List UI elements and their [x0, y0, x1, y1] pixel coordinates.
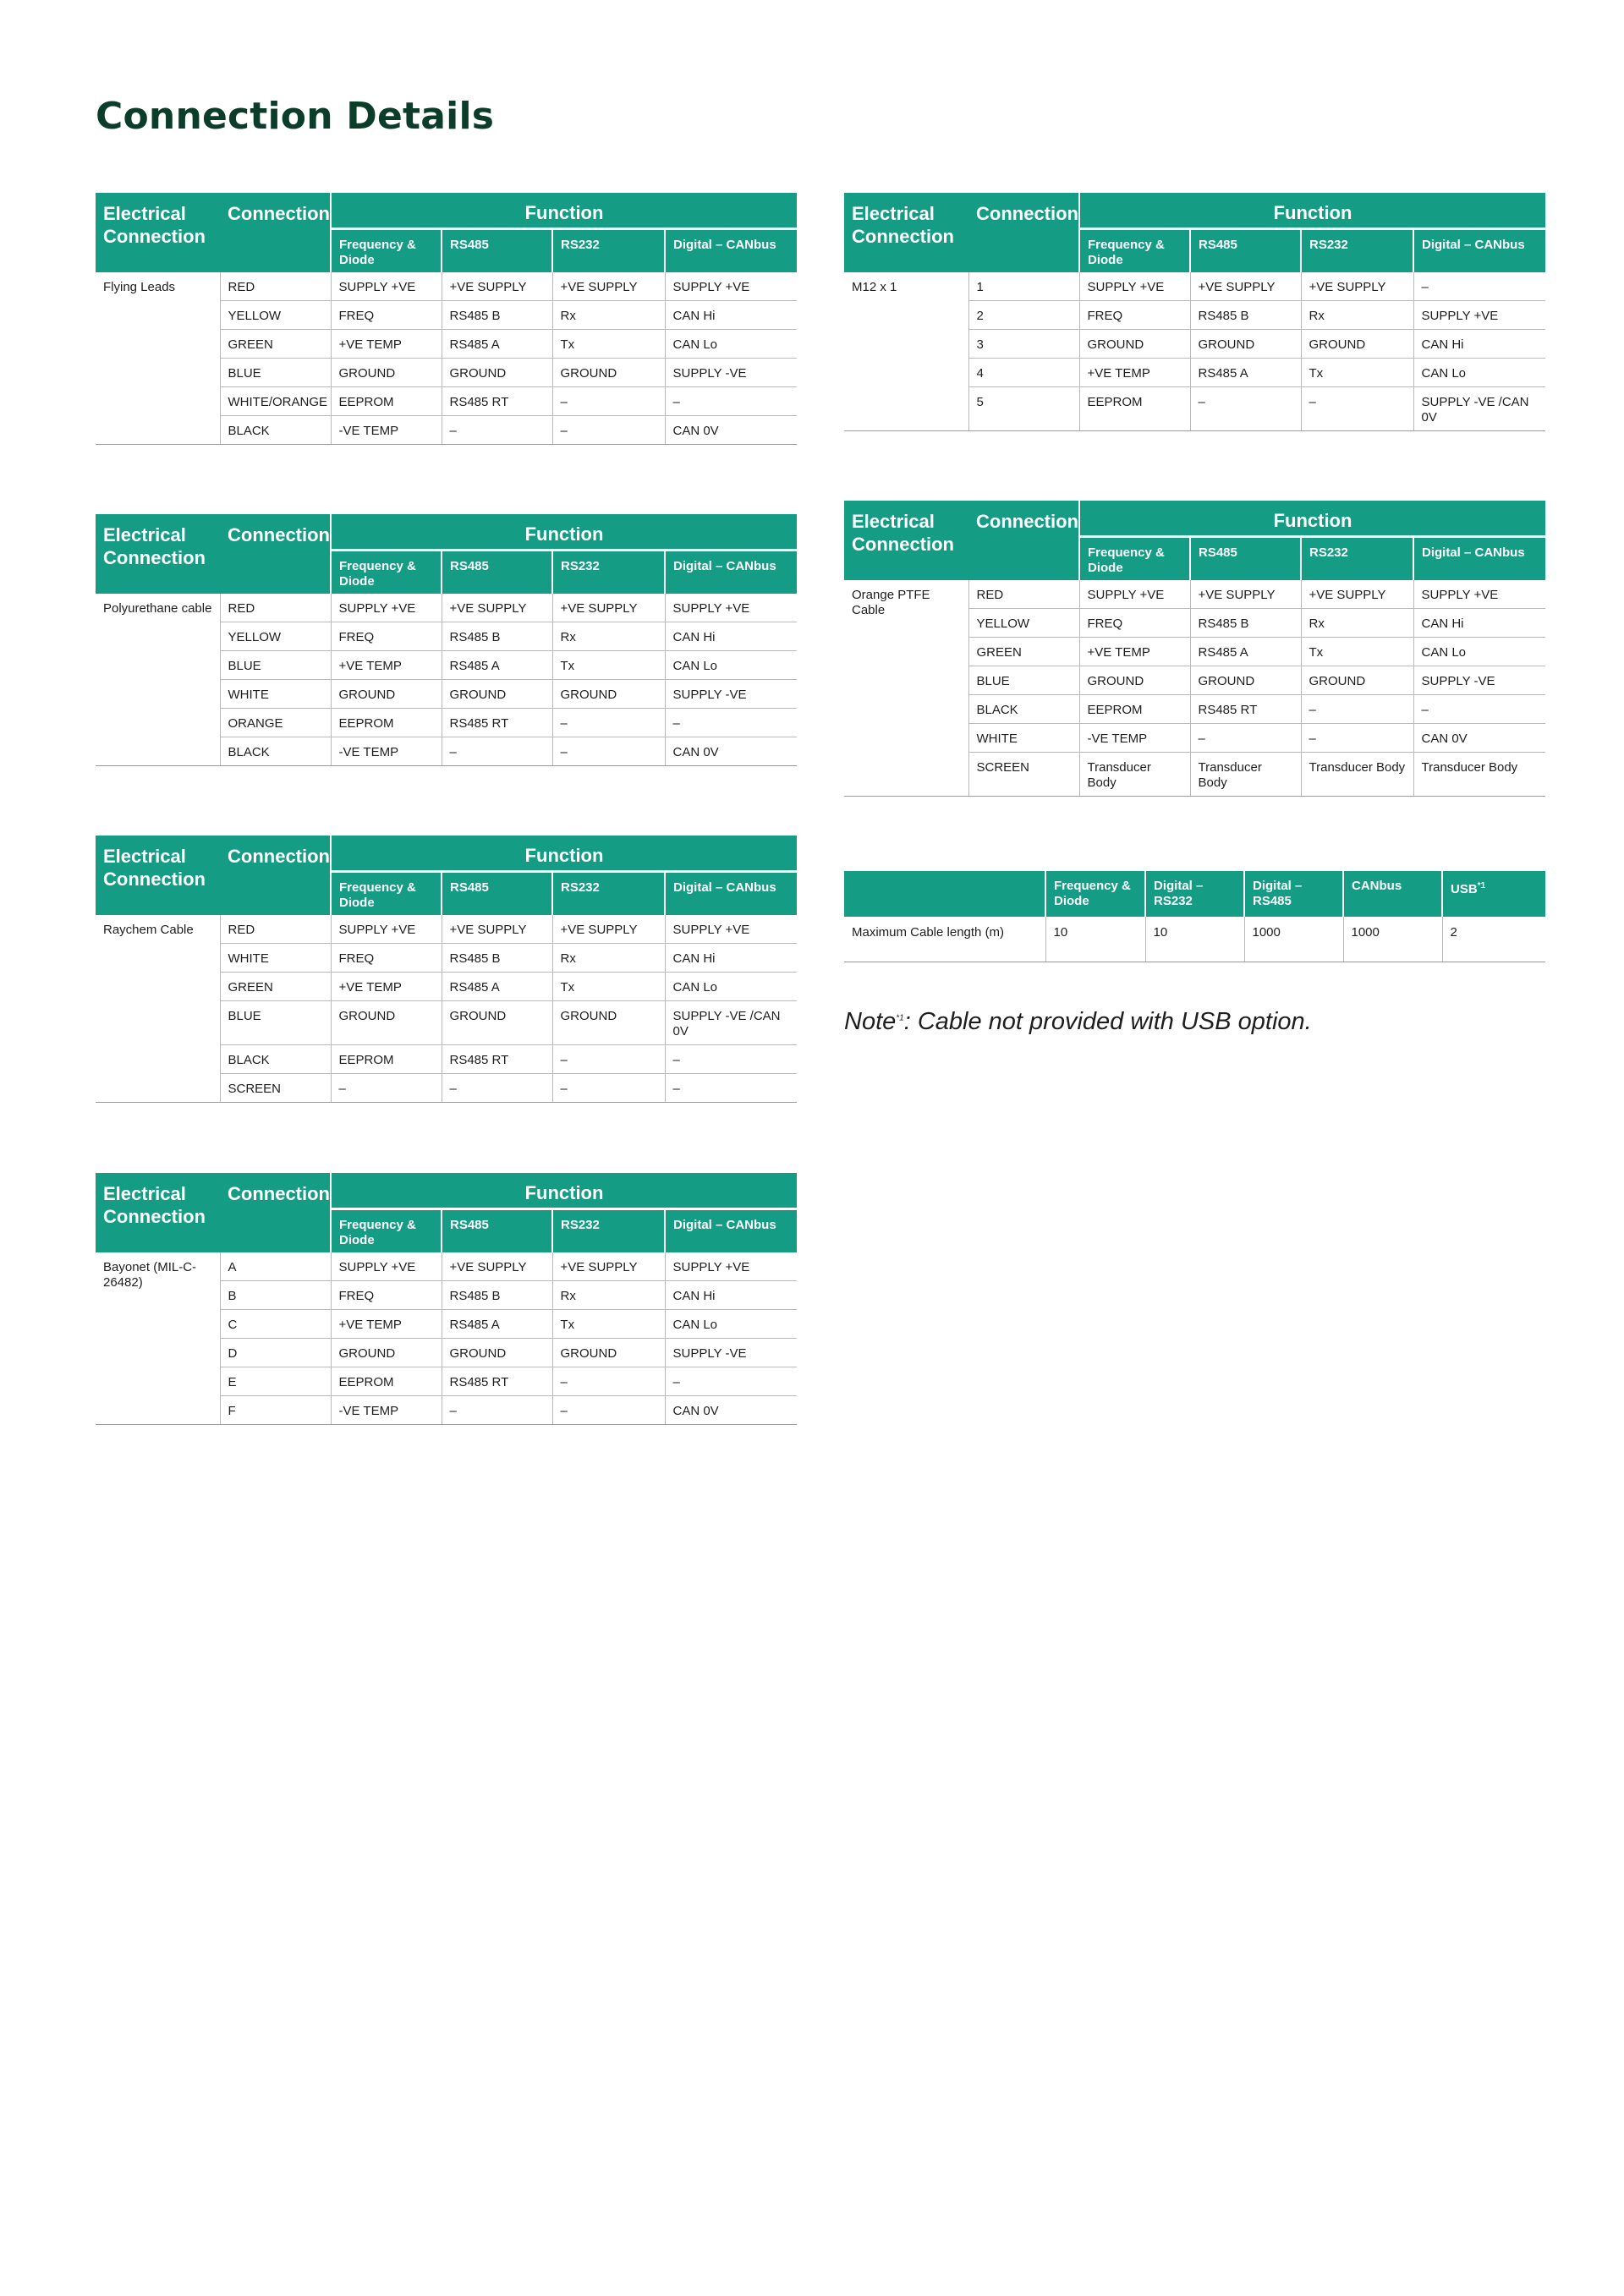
- subheader-rs232: RS232: [1301, 229, 1413, 273]
- function-cell: SUPPLY +VE: [665, 272, 797, 301]
- connection-cell: BLUE: [968, 666, 1079, 695]
- connection-cell: SCREEN: [220, 1074, 331, 1103]
- function-cell: CAN Hi: [665, 944, 797, 973]
- function-cell: RS485 B: [442, 622, 552, 651]
- subheader-rs232: RS232: [1301, 537, 1413, 581]
- function-cell: EEPROM: [331, 1045, 442, 1074]
- function-cell: RS485 B: [442, 301, 552, 330]
- function-cell: +VE SUPPLY: [552, 1252, 665, 1281]
- cable-length-header-cell: CANbus: [1343, 871, 1442, 917]
- cable-length-header-row: [844, 871, 1545, 917]
- function-cell: RS485 B: [1190, 609, 1301, 638]
- subheader-rs232: RS232: [552, 872, 665, 916]
- connection-cell: RED: [220, 272, 331, 301]
- function-cell: Tx: [552, 1310, 665, 1339]
- function-cell: FREQ: [331, 1281, 442, 1310]
- function-cell: RS485 RT: [442, 387, 552, 416]
- header-connection: Connection: [968, 193, 1079, 272]
- function-cell: –: [1413, 695, 1545, 724]
- header-electrical-connection: Electrical Connection: [96, 836, 220, 915]
- function-cell: –: [552, 709, 665, 737]
- function-cell: EEPROM: [331, 709, 442, 737]
- connection-cell: 4: [968, 359, 1079, 387]
- connection-cell: BLACK: [220, 1045, 331, 1074]
- cable-length-table: [844, 871, 1545, 962]
- function-cell: CAN Lo: [665, 330, 797, 359]
- header-function: Function: [331, 1173, 797, 1209]
- table-row: [844, 580, 1545, 609]
- subheader-digital-canbus: Digital – CANbus: [665, 551, 797, 595]
- note-footnote-marker: *1: [896, 1013, 904, 1023]
- connection-cell: ORANGE: [220, 709, 331, 737]
- function-cell: Rx: [552, 622, 665, 651]
- function-cell: –: [552, 1367, 665, 1396]
- function-cell: –: [1190, 724, 1301, 753]
- function-cell: GROUND: [1190, 666, 1301, 695]
- function-cell: RS485 RT: [442, 1367, 552, 1396]
- function-cell: GROUND: [1190, 330, 1301, 359]
- header-electrical-connection: Electrical Connection: [844, 501, 968, 580]
- function-cell: FREQ: [1079, 301, 1190, 330]
- electrical-connection-label: M12 x 1: [844, 272, 968, 431]
- function-cell: SUPPLY -VE /CAN 0V: [665, 1001, 797, 1045]
- function-cell: +VE SUPPLY: [442, 594, 552, 622]
- connection-cell: C: [220, 1310, 331, 1339]
- function-cell: –: [665, 1074, 797, 1103]
- function-cell: +VE TEMP: [331, 651, 442, 680]
- function-cell: SUPPLY +VE: [331, 272, 442, 301]
- function-cell: –: [665, 1367, 797, 1396]
- subheader-freq-diode: Frequency & Diode: [331, 1209, 442, 1253]
- cable-length-value: 10: [1045, 917, 1145, 962]
- table-header-row: [96, 1173, 797, 1209]
- function-cell: EEPROM: [1079, 695, 1190, 724]
- connection-cell: WHITE: [220, 680, 331, 709]
- function-cell: FREQ: [331, 301, 442, 330]
- function-cell: Transducer Body: [1413, 753, 1545, 797]
- connection-cell: 2: [968, 301, 1079, 330]
- connection-cell: BLACK: [220, 737, 331, 766]
- header-function: Function: [1079, 501, 1545, 537]
- function-cell: GROUND: [1079, 666, 1190, 695]
- function-cell: SUPPLY +VE: [331, 1252, 442, 1281]
- subheader-freq-diode: Frequency & Diode: [331, 551, 442, 595]
- function-cell: SUPPLY +VE: [665, 1252, 797, 1281]
- header-electrical-connection: Electrical Connection: [96, 193, 220, 272]
- connection-cell: BLACK: [220, 416, 331, 445]
- function-cell: –: [442, 737, 552, 766]
- function-cell: –: [552, 416, 665, 445]
- function-cell: CAN Lo: [665, 651, 797, 680]
- function-cell: FREQ: [331, 622, 442, 651]
- subheader-freq-diode: Frequency & Diode: [1079, 229, 1190, 273]
- function-cell: CAN Hi: [665, 1281, 797, 1310]
- function-cell: –: [665, 709, 797, 737]
- electrical-connection-label: Raychem Cable: [96, 915, 220, 1103]
- connection-cell: YELLOW: [220, 622, 331, 651]
- connection-table: [844, 501, 1545, 797]
- electrical-connection-label: Flying Leads: [96, 272, 220, 445]
- function-cell: CAN Hi: [1413, 330, 1545, 359]
- connection-cell: BLUE: [220, 651, 331, 680]
- function-cell: Tx: [1301, 359, 1413, 387]
- function-cell: +VE SUPPLY: [1301, 272, 1413, 301]
- table-header-row: [96, 836, 797, 872]
- connection-cell: SCREEN: [968, 753, 1079, 797]
- function-cell: GROUND: [331, 359, 442, 387]
- function-cell: Rx: [1301, 301, 1413, 330]
- function-cell: GROUND: [442, 1001, 552, 1045]
- function-cell: +VE SUPPLY: [552, 272, 665, 301]
- function-cell: GROUND: [552, 1001, 665, 1045]
- function-cell: GROUND: [442, 680, 552, 709]
- function-cell: –: [1190, 387, 1301, 431]
- connection-cell: YELLOW: [968, 609, 1079, 638]
- electrical-connection-label: Orange PTFE Cable: [844, 580, 968, 797]
- function-cell: –: [1413, 272, 1545, 301]
- subheader-digital-canbus: Digital – CANbus: [665, 872, 797, 916]
- subheader-digital-canbus: Digital – CANbus: [665, 1209, 797, 1253]
- function-cell: -VE TEMP: [331, 1396, 442, 1425]
- function-cell: –: [1301, 695, 1413, 724]
- function-cell: SUPPLY +VE: [1413, 580, 1545, 609]
- function-cell: Tx: [552, 330, 665, 359]
- connection-table: [96, 514, 797, 766]
- note-text: : Cable not provided with USB option.: [903, 1008, 1312, 1035]
- function-cell: Transducer Body: [1079, 753, 1190, 797]
- connection-table: [96, 193, 797, 445]
- header-connection: Connection: [220, 1173, 331, 1252]
- cable-length-header-cell: Frequency & Diode: [1045, 871, 1145, 917]
- connection-cell: WHITE: [220, 944, 331, 973]
- function-cell: CAN 0V: [665, 737, 797, 766]
- function-cell: +VE SUPPLY: [1190, 272, 1301, 301]
- electrical-connection-label: Polyurethane cable: [96, 594, 220, 766]
- table-header-row: [96, 193, 797, 229]
- function-cell: –: [442, 1074, 552, 1103]
- function-cell: GROUND: [552, 680, 665, 709]
- function-cell: –: [665, 1045, 797, 1074]
- function-cell: RS485 A: [1190, 638, 1301, 666]
- function-cell: GROUND: [331, 1339, 442, 1367]
- subheader-digital-canbus: Digital – CANbus: [665, 229, 797, 273]
- function-cell: SUPPLY -VE: [1413, 666, 1545, 695]
- subheader-rs485: RS485: [1190, 537, 1301, 581]
- function-cell: Transducer Body: [1301, 753, 1413, 797]
- function-cell: +VE TEMP: [331, 973, 442, 1001]
- function-cell: RS485 RT: [442, 709, 552, 737]
- cable-length-value: 1000: [1244, 917, 1343, 962]
- header-connection: Connection: [220, 193, 331, 272]
- function-cell: RS485 B: [1190, 301, 1301, 330]
- function-cell: –: [552, 387, 665, 416]
- cable-length-value: 2: [1442, 917, 1545, 962]
- connection-table: [96, 1173, 797, 1425]
- connection-cell: E: [220, 1367, 331, 1396]
- cable-length-header-blank: [844, 871, 1045, 917]
- function-cell: CAN Lo: [665, 973, 797, 1001]
- function-cell: +VE TEMP: [331, 330, 442, 359]
- usb-note: [844, 1008, 1312, 1036]
- table-row: [96, 594, 797, 622]
- function-cell: -VE TEMP: [1079, 724, 1190, 753]
- header-function: Function: [331, 193, 797, 229]
- cable-length-header-cell: Digital – RS232: [1145, 871, 1244, 917]
- function-cell: EEPROM: [1079, 387, 1190, 431]
- cable-length-row-label: Maximum Cable length (m): [844, 917, 1045, 962]
- header-function: Function: [331, 514, 797, 551]
- function-cell: SUPPLY +VE: [331, 594, 442, 622]
- function-cell: -VE TEMP: [331, 737, 442, 766]
- function-cell: RS485 RT: [1190, 695, 1301, 724]
- cable-length-header-usb: [1442, 871, 1545, 917]
- subheader-freq-diode: Frequency & Diode: [1079, 537, 1190, 581]
- function-cell: SUPPLY +VE: [1079, 272, 1190, 301]
- function-cell: EEPROM: [331, 1367, 442, 1396]
- function-cell: FREQ: [1079, 609, 1190, 638]
- function-cell: RS485 A: [442, 651, 552, 680]
- function-cell: RS485 A: [442, 330, 552, 359]
- function-cell: +VE SUPPLY: [442, 272, 552, 301]
- connection-cell: BLACK: [968, 695, 1079, 724]
- subheader-freq-diode: Frequency & Diode: [331, 872, 442, 916]
- function-cell: GROUND: [331, 1001, 442, 1045]
- function-cell: Rx: [552, 301, 665, 330]
- function-cell: RS485 A: [442, 973, 552, 1001]
- function-cell: SUPPLY -VE /CAN 0V: [1413, 387, 1545, 431]
- function-cell: GROUND: [1301, 666, 1413, 695]
- function-cell: GROUND: [442, 359, 552, 387]
- function-cell: FREQ: [331, 944, 442, 973]
- function-cell: GROUND: [442, 1339, 552, 1367]
- connection-cell: A: [220, 1252, 331, 1281]
- connection-cell: 1: [968, 272, 1079, 301]
- function-cell: Rx: [1301, 609, 1413, 638]
- function-cell: +VE SUPPLY: [552, 915, 665, 944]
- table-row: [844, 272, 1545, 301]
- function-cell: RS485 B: [442, 944, 552, 973]
- electrical-connection-label: Bayonet (MIL-C-26482): [96, 1252, 220, 1425]
- subheader-rs485: RS485: [442, 1209, 552, 1253]
- function-cell: Rx: [552, 1281, 665, 1310]
- function-cell: GROUND: [331, 680, 442, 709]
- function-cell: +VE SUPPLY: [442, 1252, 552, 1281]
- header-connection: Connection: [220, 836, 331, 915]
- function-cell: Tx: [552, 973, 665, 1001]
- function-cell: GROUND: [1301, 330, 1413, 359]
- function-cell: SUPPLY +VE: [665, 915, 797, 944]
- function-cell: SUPPLY +VE: [665, 594, 797, 622]
- function-cell: SUPPLY +VE: [1413, 301, 1545, 330]
- connection-cell: RED: [968, 580, 1079, 609]
- function-cell: SUPPLY -VE: [665, 680, 797, 709]
- cable-length-header-cell: Digital – RS485: [1244, 871, 1343, 917]
- function-cell: SUPPLY +VE: [1079, 580, 1190, 609]
- connection-cell: 3: [968, 330, 1079, 359]
- subheader-rs232: RS232: [552, 1209, 665, 1253]
- subheader-digital-canbus: Digital – CANbus: [1413, 229, 1545, 273]
- function-cell: -VE TEMP: [331, 416, 442, 445]
- function-cell: CAN Hi: [665, 301, 797, 330]
- connection-cell: GREEN: [220, 973, 331, 1001]
- cable-length-value: 1000: [1343, 917, 1442, 962]
- function-cell: CAN Lo: [665, 1310, 797, 1339]
- connection-cell: GREEN: [968, 638, 1079, 666]
- connection-cell: GREEN: [220, 330, 331, 359]
- function-cell: EEPROM: [331, 387, 442, 416]
- function-cell: –: [442, 416, 552, 445]
- function-cell: RS485 A: [442, 1310, 552, 1339]
- function-cell: +VE SUPPLY: [552, 594, 665, 622]
- function-cell: Tx: [1301, 638, 1413, 666]
- connection-cell: WHITE: [968, 724, 1079, 753]
- function-cell: GROUND: [1079, 330, 1190, 359]
- header-function: Function: [331, 836, 797, 872]
- function-cell: –: [1301, 724, 1413, 753]
- function-cell: –: [552, 1396, 665, 1425]
- usb-footnote-marker: *1: [1477, 881, 1486, 890]
- function-cell: Rx: [552, 944, 665, 973]
- function-cell: SUPPLY -VE: [665, 1339, 797, 1367]
- cable-length-row: [844, 917, 1545, 962]
- function-cell: RS485 A: [1190, 359, 1301, 387]
- function-cell: CAN 0V: [665, 1396, 797, 1425]
- function-cell: RS485 RT: [442, 1045, 552, 1074]
- page-title: Connection Details: [96, 95, 495, 138]
- usb-label: USB: [1451, 882, 1478, 896]
- connection-table: [844, 193, 1545, 431]
- function-cell: +VE TEMP: [1079, 359, 1190, 387]
- function-cell: +VE SUPPLY: [1301, 580, 1413, 609]
- header-connection: Connection: [220, 514, 331, 594]
- subheader-digital-canbus: Digital – CANbus: [1413, 537, 1545, 581]
- connection-cell: BLUE: [220, 1001, 331, 1045]
- function-cell: GROUND: [552, 1339, 665, 1367]
- table-header-row: [844, 193, 1545, 229]
- function-cell: CAN Hi: [1413, 609, 1545, 638]
- connection-cell: 5: [968, 387, 1079, 431]
- table-header-row: [844, 501, 1545, 537]
- connection-cell: RED: [220, 915, 331, 944]
- function-cell: –: [665, 387, 797, 416]
- header-function: Function: [1079, 193, 1545, 229]
- header-electrical-connection: Electrical Connection: [844, 193, 968, 272]
- table-row: [96, 915, 797, 944]
- function-cell: CAN Hi: [665, 622, 797, 651]
- table-header-row: [96, 514, 797, 551]
- connection-cell: F: [220, 1396, 331, 1425]
- subheader-rs485: RS485: [442, 229, 552, 273]
- function-cell: SUPPLY -VE: [665, 359, 797, 387]
- connection-cell: D: [220, 1339, 331, 1367]
- function-cell: –: [1301, 387, 1413, 431]
- subheader-freq-diode: Frequency & Diode: [331, 229, 442, 273]
- function-cell: Tx: [552, 651, 665, 680]
- function-cell: CAN 0V: [665, 416, 797, 445]
- function-cell: CAN 0V: [1413, 724, 1545, 753]
- note-prefix: Note: [844, 1008, 897, 1035]
- function-cell: –: [552, 1074, 665, 1103]
- function-cell: +VE SUPPLY: [442, 915, 552, 944]
- connection-cell: B: [220, 1281, 331, 1310]
- connection-cell: RED: [220, 594, 331, 622]
- table-row: [96, 1252, 797, 1281]
- function-cell: +VE TEMP: [331, 1310, 442, 1339]
- table-row: [96, 272, 797, 301]
- connection-table: [96, 836, 797, 1103]
- function-cell: –: [552, 1045, 665, 1074]
- header-connection: Connection: [968, 501, 1079, 580]
- function-cell: +VE SUPPLY: [1190, 580, 1301, 609]
- connection-cell: BLUE: [220, 359, 331, 387]
- function-cell: CAN Lo: [1413, 638, 1545, 666]
- subheader-rs485: RS485: [442, 872, 552, 916]
- subheader-rs485: RS485: [442, 551, 552, 595]
- subheader-rs232: RS232: [552, 229, 665, 273]
- function-cell: –: [331, 1074, 442, 1103]
- function-cell: –: [442, 1396, 552, 1425]
- connection-cell: WHITE/ORANGE: [220, 387, 331, 416]
- header-electrical-connection: Electrical Connection: [96, 1173, 220, 1252]
- function-cell: –: [552, 737, 665, 766]
- function-cell: CAN Lo: [1413, 359, 1545, 387]
- header-electrical-connection: Electrical Connection: [96, 514, 220, 594]
- connection-cell: YELLOW: [220, 301, 331, 330]
- function-cell: +VE TEMP: [1079, 638, 1190, 666]
- subheader-rs232: RS232: [552, 551, 665, 595]
- function-cell: Transducer Body: [1190, 753, 1301, 797]
- cable-length-value: 10: [1145, 917, 1244, 962]
- function-cell: SUPPLY +VE: [331, 915, 442, 944]
- subheader-rs485: RS485: [1190, 229, 1301, 273]
- function-cell: GROUND: [552, 359, 665, 387]
- function-cell: RS485 B: [442, 1281, 552, 1310]
